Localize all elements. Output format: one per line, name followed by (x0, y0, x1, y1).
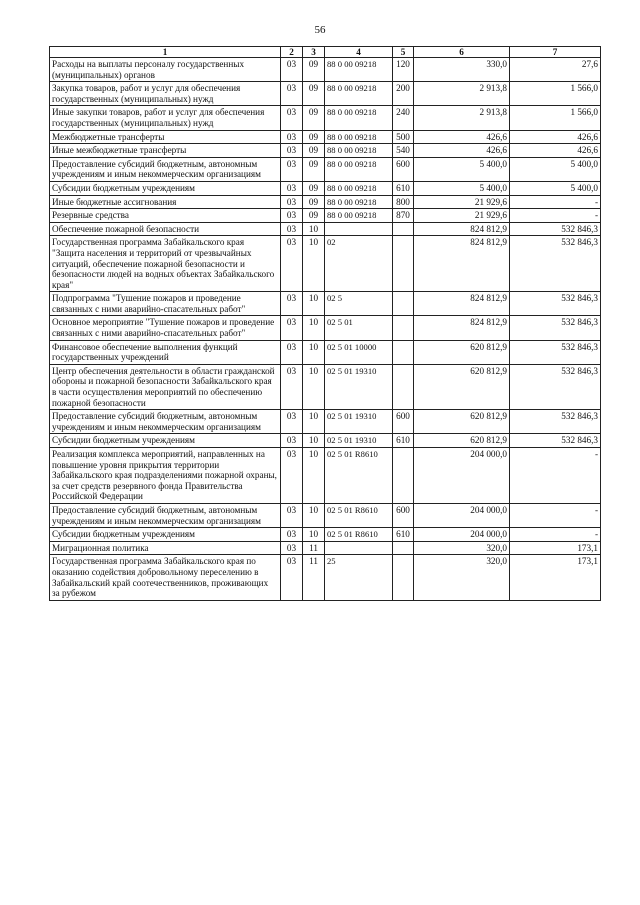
expense-type-cell: 610 (393, 181, 414, 195)
expense-name-cell: Государственная программа Забайкальского края "Защита населения и территорий от чрезвычайных ситуаций, обеспечение пожарной безопасности и безопасности людей на водных объектах Забайкальского края" (50, 236, 281, 292)
subsection-code-cell: 09 (303, 82, 325, 106)
column-number-header (50, 47, 601, 58)
column-number: 7 (510, 47, 601, 58)
expense-type-cell: 600 (393, 157, 414, 181)
target-article-cell: 88 0 00 09218 (325, 195, 393, 209)
table-row (50, 157, 601, 181)
section-code-cell: 03 (281, 209, 303, 223)
amount-plan-cell: 824 812,9 (414, 222, 510, 236)
table-row (50, 144, 601, 158)
amount-actual-cell: 27,6 (510, 58, 601, 82)
amount-actual-cell: 532 846,3 (510, 236, 601, 292)
expense-name-cell: Иные межбюджетные трансферты (50, 144, 281, 158)
section-code-cell: 03 (281, 181, 303, 195)
table-row (50, 541, 601, 555)
amount-actual-cell: 532 846,3 (510, 316, 601, 340)
target-article-cell: 02 5 01 19310 (325, 364, 393, 409)
amount-actual-cell: 532 846,3 (510, 434, 601, 448)
section-code-cell: 03 (281, 528, 303, 542)
section-code-cell: 03 (281, 157, 303, 181)
expense-type-cell (393, 364, 414, 409)
section-code-cell: 03 (281, 58, 303, 82)
expense-name-cell: Межбюджетные трансферты (50, 130, 281, 144)
section-code-cell: 03 (281, 316, 303, 340)
target-article-cell (325, 541, 393, 555)
section-code-cell: 03 (281, 106, 303, 130)
amount-actual-cell: 426,6 (510, 130, 601, 144)
expense-type-cell (393, 448, 414, 504)
amount-actual-cell: 532 846,3 (510, 340, 601, 364)
column-number: 1 (50, 47, 281, 58)
amount-actual-cell: 532 846,3 (510, 222, 601, 236)
amount-plan-cell: 2 913,8 (414, 106, 510, 130)
section-code-cell: 03 (281, 555, 303, 600)
expense-name-cell: Субсидии бюджетным учреждениям (50, 181, 281, 195)
target-article-cell: 88 0 00 09218 (325, 144, 393, 158)
table-row (50, 434, 601, 448)
subsection-code-cell: 10 (303, 222, 325, 236)
table-row (50, 236, 601, 292)
section-code-cell: 03 (281, 340, 303, 364)
amount-actual-cell: 426,6 (510, 144, 601, 158)
expense-name-cell: Государственная программа Забайкальского края по оказанию содействия добровольному переселению в Забайкальский край соотечественников, проживающих за рубежом (50, 555, 281, 600)
amount-actual-cell: - (510, 195, 601, 209)
subsection-code-cell: 09 (303, 130, 325, 144)
table-row (50, 106, 601, 130)
target-article-cell: 25 (325, 555, 393, 600)
target-article-cell: 02 (325, 236, 393, 292)
table-row (50, 130, 601, 144)
expense-name-cell: Резервные средства (50, 209, 281, 223)
target-article-cell: 88 0 00 09218 (325, 157, 393, 181)
expense-name-cell: Расходы на выплаты персоналу государственных (муниципальных) органов (50, 58, 281, 82)
amount-actual-cell: 5 400,0 (510, 181, 601, 195)
amount-actual-cell: - (510, 528, 601, 542)
amount-plan-cell: 5 400,0 (414, 157, 510, 181)
expense-name-cell: Иные бюджетные ассигнования (50, 195, 281, 209)
section-code-cell: 03 (281, 195, 303, 209)
section-code-cell: 03 (281, 82, 303, 106)
expense-type-cell: 540 (393, 144, 414, 158)
target-article-cell: 88 0 00 09218 (325, 58, 393, 82)
expense-type-cell: 610 (393, 434, 414, 448)
amount-plan-cell: 5 400,0 (414, 181, 510, 195)
expense-type-cell: 870 (393, 209, 414, 223)
expense-name-cell: Предоставление субсидий бюджетным, автономным учреждениям и иным некоммерческим организациям (50, 157, 281, 181)
section-code-cell: 03 (281, 434, 303, 448)
expense-name-cell: Закупка товаров, работ и услуг для обеспечения государственных (муниципальных) нужд (50, 82, 281, 106)
subsection-code-cell: 10 (303, 528, 325, 542)
expense-type-cell: 240 (393, 106, 414, 130)
amount-actual-cell: 532 846,3 (510, 292, 601, 316)
expense-type-cell: 200 (393, 82, 414, 106)
column-number: 2 (281, 47, 303, 58)
subsection-code-cell: 09 (303, 181, 325, 195)
amount-plan-cell: 620 812,9 (414, 434, 510, 448)
expense-name-cell: Субсидии бюджетным учреждениям (50, 434, 281, 448)
section-code-cell: 03 (281, 541, 303, 555)
amount-actual-cell: 532 846,3 (510, 364, 601, 409)
table-row (50, 82, 601, 106)
subsection-code-cell: 10 (303, 448, 325, 504)
expense-type-cell: 600 (393, 503, 414, 527)
expense-name-cell: Субсидии бюджетным учреждениям (50, 528, 281, 542)
subsection-code-cell: 10 (303, 340, 325, 364)
expense-type-cell (393, 292, 414, 316)
table-row (50, 364, 601, 409)
amount-actual-cell: 173,1 (510, 555, 601, 600)
amount-plan-cell: 204 000,0 (414, 448, 510, 504)
subsection-code-cell: 11 (303, 555, 325, 600)
subsection-code-cell: 09 (303, 195, 325, 209)
column-number: 4 (325, 47, 393, 58)
target-article-cell: 02 5 01 (325, 316, 393, 340)
subsection-code-cell: 10 (303, 434, 325, 448)
column-number: 3 (303, 47, 325, 58)
target-article-cell: 02 5 (325, 292, 393, 316)
subsection-code-cell: 10 (303, 503, 325, 527)
target-article-cell: 02 5 01 R8610 (325, 503, 393, 527)
section-code-cell: 03 (281, 144, 303, 158)
expense-name-cell: Иные закупки товаров, работ и услуг для обеспечения государственных (муниципальных) нужд (50, 106, 281, 130)
section-code-cell: 03 (281, 236, 303, 292)
amount-plan-cell: 320,0 (414, 541, 510, 555)
section-code-cell: 03 (281, 503, 303, 527)
amount-actual-cell: 5 400,0 (510, 157, 601, 181)
expense-type-cell: 600 (393, 410, 414, 434)
section-code-cell: 03 (281, 292, 303, 316)
target-article-cell: 02 5 01 R8610 (325, 448, 393, 504)
amount-plan-cell: 330,0 (414, 58, 510, 82)
table-row (50, 503, 601, 527)
target-article-cell: 88 0 00 09218 (325, 209, 393, 223)
target-article-cell: 02 5 01 10000 (325, 340, 393, 364)
amount-actual-cell: - (510, 209, 601, 223)
amount-plan-cell: 426,6 (414, 144, 510, 158)
expense-type-cell: 800 (393, 195, 414, 209)
table-row (50, 209, 601, 223)
amount-plan-cell: 824 812,9 (414, 292, 510, 316)
amount-plan-cell: 21 929,6 (414, 209, 510, 223)
table-row (50, 58, 601, 82)
amount-actual-cell: 1 566,0 (510, 82, 601, 106)
subsection-code-cell: 09 (303, 209, 325, 223)
subsection-code-cell: 09 (303, 58, 325, 82)
table-row (50, 555, 601, 600)
section-code-cell: 03 (281, 130, 303, 144)
expense-type-cell (393, 316, 414, 340)
section-code-cell: 03 (281, 222, 303, 236)
amount-plan-cell: 2 913,8 (414, 82, 510, 106)
table-row (50, 316, 601, 340)
expense-name-cell: Основное мероприятие "Тушение пожаров и проведение связанных с ними аварийно-спасательных работ" (50, 316, 281, 340)
expense-name-cell: Миграционная политика (50, 541, 281, 555)
subsection-code-cell: 10 (303, 292, 325, 316)
amount-actual-cell: - (510, 448, 601, 504)
expense-name-cell: Реализация комплекса мероприятий, направленных на повышение уровня прикрытия территории Забайкальского края подразделениями пожарной охраны, за счет средств резервного фонда Правительства Российской Федерации (50, 448, 281, 504)
subsection-code-cell: 10 (303, 410, 325, 434)
expense-type-cell (393, 541, 414, 555)
amount-plan-cell: 824 812,9 (414, 316, 510, 340)
expense-name-cell: Предоставление субсидий бюджетным, автономным учреждениям и иным некоммерческим организациям (50, 503, 281, 527)
amount-actual-cell: 1 566,0 (510, 106, 601, 130)
subsection-code-cell: 09 (303, 106, 325, 130)
target-article-cell: 02 5 01 19310 (325, 434, 393, 448)
expense-name-cell: Подпрограмма "Тушение пожаров и проведение связанных с ними аварийно-спасательных работ" (50, 292, 281, 316)
expense-name-cell: Финансовое обеспечение выполнения функций государственных учреждений (50, 340, 281, 364)
subsection-code-cell: 11 (303, 541, 325, 555)
expense-type-cell (393, 340, 414, 364)
target-article-cell: 88 0 00 09218 (325, 130, 393, 144)
amount-plan-cell: 204 000,0 (414, 503, 510, 527)
target-article-cell: 88 0 00 09218 (325, 181, 393, 195)
subsection-code-cell: 09 (303, 157, 325, 181)
amount-plan-cell: 824 812,9 (414, 236, 510, 292)
amount-plan-cell: 620 812,9 (414, 410, 510, 434)
amount-actual-cell: 532 846,3 (510, 410, 601, 434)
expense-type-cell: 120 (393, 58, 414, 82)
column-number: 6 (414, 47, 510, 58)
table-row (50, 448, 601, 504)
section-code-cell: 03 (281, 448, 303, 504)
amount-plan-cell: 426,6 (414, 130, 510, 144)
budget-table (49, 46, 601, 601)
table-body (50, 58, 601, 601)
expense-name-cell: Предоставление субсидий бюджетным, автономным учреждениям и иным некоммерческим организациям (50, 410, 281, 434)
amount-actual-cell: 173,1 (510, 541, 601, 555)
table-row (50, 181, 601, 195)
expense-type-cell (393, 222, 414, 236)
column-number: 5 (393, 47, 414, 58)
expense-type-cell: 610 (393, 528, 414, 542)
table-row (50, 222, 601, 236)
table-row (50, 410, 601, 434)
expense-type-cell (393, 555, 414, 600)
page-number: 56 (314, 24, 326, 36)
table-row (50, 528, 601, 542)
amount-actual-cell: - (510, 503, 601, 527)
table-row (50, 195, 601, 209)
target-article-cell: 88 0 00 09218 (325, 106, 393, 130)
subsection-code-cell: 10 (303, 316, 325, 340)
section-code-cell: 03 (281, 410, 303, 434)
expense-type-cell (393, 236, 414, 292)
section-code-cell: 03 (281, 364, 303, 409)
amount-plan-cell: 204 000,0 (414, 528, 510, 542)
target-article-cell: 02 5 01 19310 (325, 410, 393, 434)
amount-plan-cell: 620 812,9 (414, 340, 510, 364)
subsection-code-cell: 10 (303, 364, 325, 409)
amount-plan-cell: 620 812,9 (414, 364, 510, 409)
target-article-cell (325, 222, 393, 236)
expense-name-cell: Обеспечение пожарной безопасности (50, 222, 281, 236)
table-row (50, 340, 601, 364)
table-row (50, 292, 601, 316)
expense-name-cell: Центр обеспечения деятельности в области гражданской обороны и пожарной безопасности Забайкальского края в части осуществления мероприятий по обеспечению пожарной безопасности (50, 364, 281, 409)
amount-plan-cell: 320,0 (414, 555, 510, 600)
subsection-code-cell: 10 (303, 236, 325, 292)
expense-type-cell: 500 (393, 130, 414, 144)
subsection-code-cell: 09 (303, 144, 325, 158)
target-article-cell: 88 0 00 09218 (325, 82, 393, 106)
amount-plan-cell: 21 929,6 (414, 195, 510, 209)
target-article-cell: 02 5 01 R8610 (325, 528, 393, 542)
